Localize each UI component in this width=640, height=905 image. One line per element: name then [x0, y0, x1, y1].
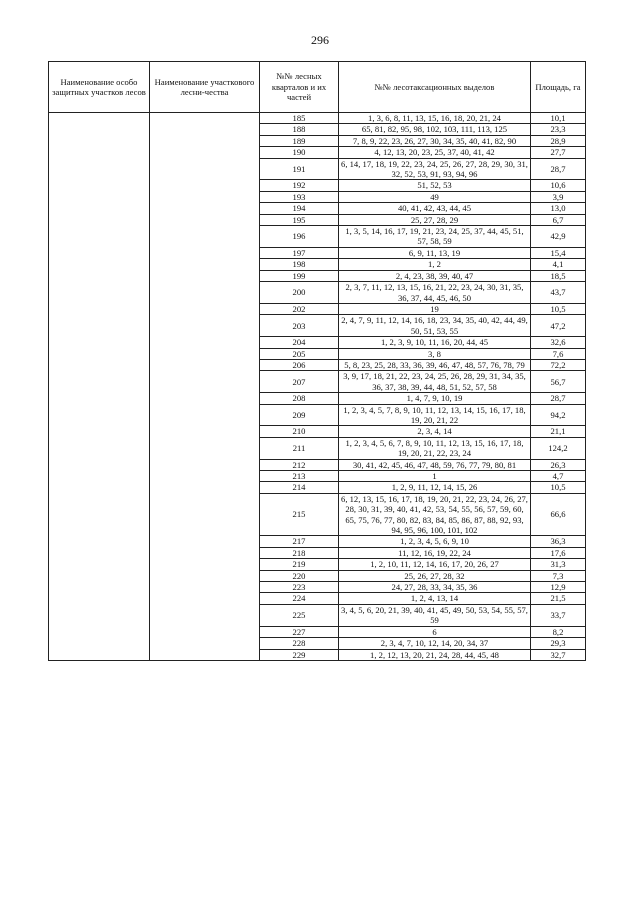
allotments-cell: 1, 3, 6, 8, 11, 13, 15, 16, 18, 20, 21, 24	[339, 113, 531, 124]
quarter-cell: 188	[260, 124, 339, 135]
allotments-cell: 2, 3, 7, 11, 12, 13, 15, 16, 21, 22, 23, 24, 30, 31, 35, 36, 37, 44, 45, 46, 50	[339, 282, 531, 304]
header-quarter-numbers: №№ лесных кварталов и их частей	[260, 62, 339, 113]
allotments-cell: 25, 27, 28, 29	[339, 214, 531, 225]
area-cell: 3,9	[531, 191, 586, 202]
allotments-cell: 2, 4, 23, 38, 39, 40, 47	[339, 270, 531, 281]
table-body	[49, 113, 586, 661]
quarter-cell: 185	[260, 113, 339, 124]
area-cell: 36,3	[531, 536, 586, 547]
allotments-cell: 1, 2, 10, 11, 12, 14, 16, 17, 20, 26, 27	[339, 559, 531, 570]
area-cell: 21,5	[531, 593, 586, 604]
area-cell: 42,9	[531, 226, 586, 248]
area-cell: 28,7	[531, 393, 586, 404]
area-cell: 7,6	[531, 348, 586, 359]
area-cell: 4,1	[531, 259, 586, 270]
allotments-cell: 1, 2, 12, 13, 20, 21, 24, 28, 44, 45, 48	[339, 649, 531, 660]
quarter-cell: 199	[260, 270, 339, 281]
allotments-cell: 6, 9, 11, 13, 19	[339, 247, 531, 258]
quarter-cell: 202	[260, 303, 339, 314]
allotments-cell: 1, 2, 3, 9, 10, 11, 16, 20, 44, 45	[339, 337, 531, 348]
allotments-cell: 5, 8, 23, 25, 28, 33, 36, 39, 46, 47, 48, 57, 76, 78, 79	[339, 359, 531, 370]
allotments-cell: 1, 2, 3, 4, 5, 6, 7, 8, 9, 10, 11, 12, 13, 15, 16, 17, 18, 19, 20, 21, 22, 23, 24	[339, 437, 531, 459]
quarter-cell: 211	[260, 437, 339, 459]
area-cell: 28,9	[531, 135, 586, 146]
quarter-cell: 190	[260, 147, 339, 158]
forest-table	[48, 61, 586, 661]
area-cell: 21,1	[531, 426, 586, 437]
allotments-cell: 1, 2, 4, 13, 14	[339, 593, 531, 604]
area-cell: 18,5	[531, 270, 586, 281]
allotments-cell: 1, 2	[339, 259, 531, 270]
quarter-cell: 196	[260, 226, 339, 248]
quarter-cell: 224	[260, 593, 339, 604]
allotments-cell: 1	[339, 471, 531, 482]
quarter-cell: 205	[260, 348, 339, 359]
area-cell: 28,7	[531, 158, 586, 180]
allotments-cell: 6, 14, 17, 18, 19, 22, 23, 24, 25, 26, 27, 28, 29, 30, 31, 32, 52, 53, 91, 93, 94, 96	[339, 158, 531, 180]
area-cell: 23,3	[531, 124, 586, 135]
allotments-cell: 6	[339, 626, 531, 637]
allotments-cell: 49	[339, 191, 531, 202]
area-cell: 124,2	[531, 437, 586, 459]
area-cell: 32,6	[531, 337, 586, 348]
area-cell: 66,6	[531, 493, 586, 536]
quarter-cell: 194	[260, 203, 339, 214]
allotments-cell: 2, 3, 4, 7, 10, 12, 14, 20, 34, 37	[339, 638, 531, 649]
area-cell: 26,3	[531, 459, 586, 470]
quarter-cell: 220	[260, 570, 339, 581]
quarter-cell: 203	[260, 315, 339, 337]
quarter-cell: 212	[260, 459, 339, 470]
quarter-cell: 215	[260, 493, 339, 536]
area-cell: 31,3	[531, 559, 586, 570]
area-cell: 17,6	[531, 547, 586, 558]
quarter-cell: 191	[260, 158, 339, 180]
allotments-cell: 11, 12, 16, 19, 22, 24	[339, 547, 531, 558]
allotments-cell: 24, 27, 28, 33, 34, 35, 36	[339, 582, 531, 593]
quarter-cell: 213	[260, 471, 339, 482]
table-header	[49, 62, 586, 113]
area-cell: 10,6	[531, 180, 586, 191]
allotments-cell: 51, 52, 53	[339, 180, 531, 191]
quarter-cell: 193	[260, 191, 339, 202]
header-area: Площадь, га	[531, 62, 586, 113]
area-cell: 10,5	[531, 482, 586, 493]
area-cell: 15,4	[531, 247, 586, 258]
allotments-cell: 7, 8, 9, 22, 23, 26, 27, 30, 34, 35, 40, 41, 82, 90	[339, 135, 531, 146]
table-row	[49, 113, 586, 124]
quarter-cell: 223	[260, 582, 339, 593]
quarter-cell: 210	[260, 426, 339, 437]
allotments-cell: 2, 4, 7, 9, 11, 12, 14, 16, 18, 23, 34, 35, 40, 42, 44, 49, 50, 51, 53, 55	[339, 315, 531, 337]
area-cell: 56,7	[531, 371, 586, 393]
allotments-cell: 1, 3, 5, 14, 16, 17, 19, 21, 23, 24, 25, 37, 44, 45, 51, 57, 58, 59	[339, 226, 531, 248]
quarter-cell: 204	[260, 337, 339, 348]
quarter-cell: 214	[260, 482, 339, 493]
allotments-cell: 2, 3, 4, 14	[339, 426, 531, 437]
allotments-cell: 1, 2, 9, 11, 12, 14, 15, 26	[339, 482, 531, 493]
area-cell: 43,7	[531, 282, 586, 304]
area-cell: 32,7	[531, 649, 586, 660]
quarter-cell: 228	[260, 638, 339, 649]
area-cell: 13,0	[531, 203, 586, 214]
allotments-cell: 6, 12, 13, 15, 16, 17, 18, 19, 20, 21, 22, 23, 24, 26, 27, 28, 30, 31, 39, 40, 41, 42, 53, 54, 55, 56, 57, 59, 60, 65, 75, 76, 77, 80, 82, 83, 84, 85, 86, 87, 88, 92, 93, 94, 95, 96, 100, 101, 102	[339, 493, 531, 536]
allotments-cell: 3, 4, 5, 6, 20, 21, 39, 40, 41, 45, 49, 50, 53, 54, 55, 57, 59	[339, 604, 531, 626]
allotments-cell: 3, 8	[339, 348, 531, 359]
allotments-cell: 3, 9, 17, 18, 21, 22, 23, 24, 25, 26, 28, 29, 31, 34, 35, 36, 37, 38, 39, 44, 48, 51, 52, 57, 58	[339, 371, 531, 393]
area-cell: 6,7	[531, 214, 586, 225]
quarter-cell: 209	[260, 404, 339, 426]
area-cell: 7,3	[531, 570, 586, 581]
header-protected-area: Наименование особо защитных участков лесов	[49, 62, 150, 113]
allotments-cell: 40, 41, 42, 43, 44, 45	[339, 203, 531, 214]
quarter-cell: 192	[260, 180, 339, 191]
allotments-cell: 1, 2, 3, 4, 5, 7, 8, 9, 10, 11, 12, 13, 14, 15, 16, 17, 18, 19, 20, 21, 22	[339, 404, 531, 426]
area-cell: 10,5	[531, 303, 586, 314]
area-cell: 94,2	[531, 404, 586, 426]
quarter-cell: 229	[260, 649, 339, 660]
quarter-cell: 200	[260, 282, 339, 304]
allotments-cell: 1, 4, 7, 9, 10, 19	[339, 393, 531, 404]
protected-area-cell	[49, 113, 150, 661]
area-cell: 4,7	[531, 471, 586, 482]
quarter-cell: 217	[260, 536, 339, 547]
area-cell: 33,7	[531, 604, 586, 626]
quarter-cell: 227	[260, 626, 339, 637]
allotments-cell: 1, 2, 3, 4, 5, 6, 9, 10	[339, 536, 531, 547]
quarter-cell: 207	[260, 371, 339, 393]
allotments-cell: 19	[339, 303, 531, 314]
page-number: 296	[311, 33, 329, 47]
quarter-cell: 198	[260, 259, 339, 270]
allotments-cell: 25, 26, 27, 28, 32	[339, 570, 531, 581]
quarter-cell: 197	[260, 247, 339, 258]
area-cell: 72,2	[531, 359, 586, 370]
header-forestry-district: Наименование участкового лесни-чества	[150, 62, 260, 113]
area-cell: 27,7	[531, 147, 586, 158]
allotments-cell: 65, 81, 82, 95, 98, 102, 103, 111, 113, 125	[339, 124, 531, 135]
area-cell: 29,3	[531, 638, 586, 649]
quarter-cell: 219	[260, 559, 339, 570]
header-allotment-numbers: №№ лесотаксационных выделов	[339, 62, 531, 113]
area-cell: 47,2	[531, 315, 586, 337]
allotments-cell: 30, 41, 42, 45, 46, 47, 48, 59, 76, 77, 79, 80, 81	[339, 459, 531, 470]
area-cell: 8,2	[531, 626, 586, 637]
quarter-cell: 206	[260, 359, 339, 370]
area-cell: 10,1	[531, 113, 586, 124]
allotments-cell: 4, 12, 13, 20, 23, 25, 37, 40, 41, 42	[339, 147, 531, 158]
quarter-cell: 195	[260, 214, 339, 225]
quarter-cell: 225	[260, 604, 339, 626]
quarter-cell: 189	[260, 135, 339, 146]
area-cell: 12,9	[531, 582, 586, 593]
quarter-cell: 208	[260, 393, 339, 404]
quarter-cell: 218	[260, 547, 339, 558]
forestry-district-cell	[150, 113, 260, 661]
